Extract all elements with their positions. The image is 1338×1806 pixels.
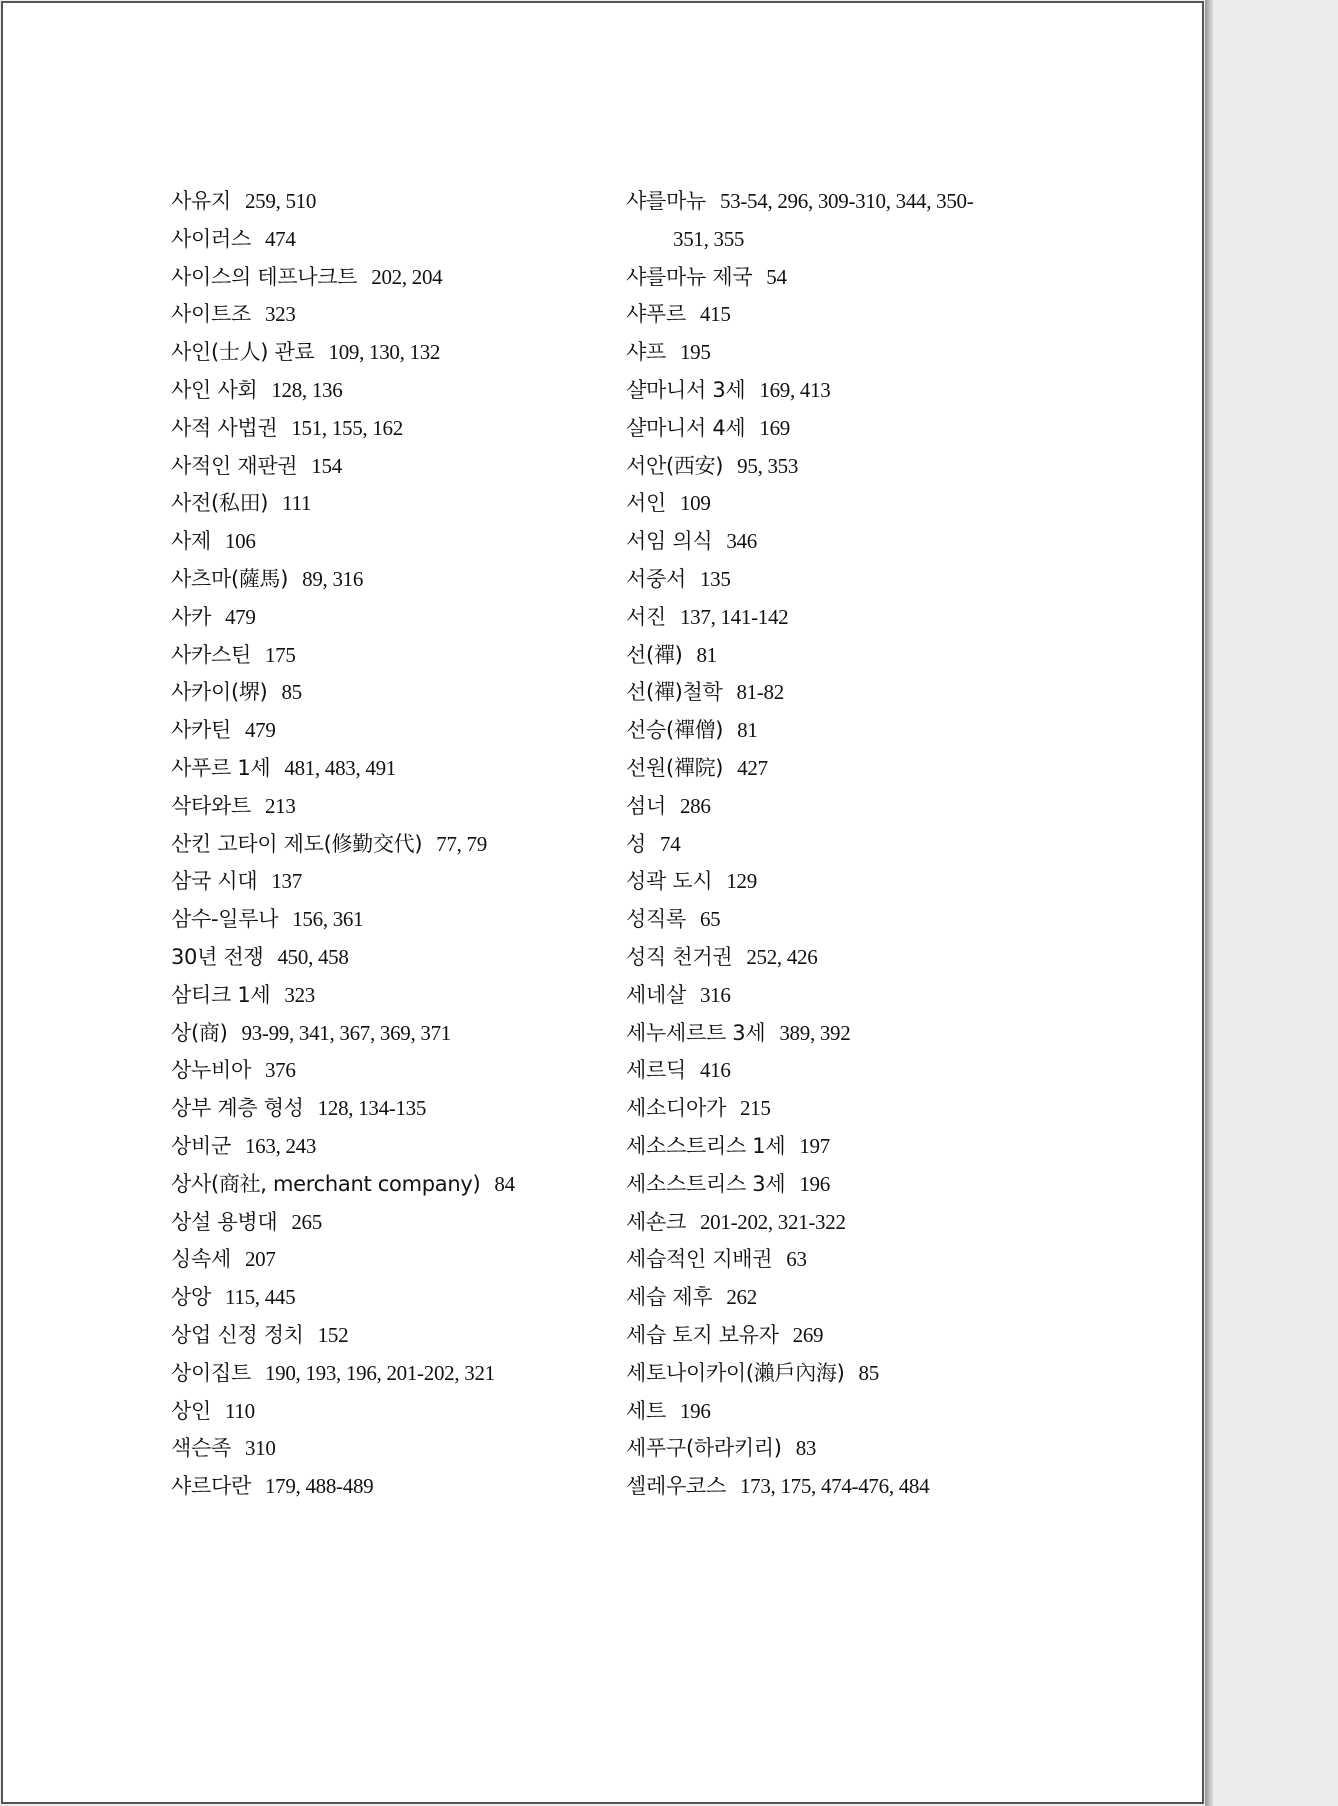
index-entry bbox=[626, 1393, 1066, 1431]
index-pages: 109, 130, 132 bbox=[328, 340, 441, 365]
index-entry bbox=[626, 561, 1066, 599]
index-entry bbox=[626, 1052, 1066, 1090]
index-term: 세소스트리스 3세 bbox=[626, 1171, 786, 1196]
index-entry bbox=[626, 523, 1066, 561]
index-pages: 265 bbox=[291, 1209, 322, 1234]
index-pages: 389, 392 bbox=[779, 1020, 851, 1045]
index-term: 서임 의식 bbox=[626, 529, 713, 554]
index-term: 30년 전쟁 bbox=[171, 944, 264, 969]
index-term: 사유지 bbox=[171, 189, 231, 213]
index-pages: 202, 204 bbox=[371, 264, 443, 289]
index-pages: 54 bbox=[766, 264, 787, 289]
index-pages: 163, 243 bbox=[244, 1133, 317, 1158]
index-entry bbox=[171, 1052, 611, 1090]
index-term: 상설 용병대 bbox=[171, 1209, 278, 1234]
index-term: 사카스틴 bbox=[171, 642, 251, 667]
index-term: 삼티크 1세 bbox=[171, 982, 271, 1007]
index-entry bbox=[171, 1468, 611, 1506]
index-term: 선(禪)철학 bbox=[626, 680, 723, 705]
index-entry bbox=[171, 1204, 611, 1242]
index-pages: 85 bbox=[858, 1360, 879, 1385]
index-entry bbox=[171, 1015, 611, 1053]
index-entry bbox=[171, 826, 611, 864]
index-pages: 173, 175, 474-476, 484 bbox=[739, 1474, 930, 1499]
index-entry bbox=[626, 410, 1066, 448]
index-entry bbox=[171, 183, 611, 221]
index-entry bbox=[626, 1317, 1066, 1355]
index-pages: 323 bbox=[264, 302, 296, 327]
index-pages: 110 bbox=[224, 1398, 255, 1423]
index-term: 사이트조 bbox=[171, 302, 251, 327]
index-pages: 286 bbox=[679, 793, 711, 818]
index-term: 선(禪) bbox=[626, 642, 683, 667]
index-term: 샤프 bbox=[626, 340, 666, 365]
index-term: 삭타와트 bbox=[171, 793, 251, 818]
index-entry bbox=[171, 1090, 611, 1128]
index-term: 상부 계층 형성 bbox=[171, 1096, 304, 1121]
index-term: 세소디아가 bbox=[626, 1096, 726, 1121]
index-pages: 65 bbox=[699, 907, 721, 932]
index-entry bbox=[626, 1355, 1066, 1393]
index-pages: 137, 141-142 bbox=[679, 604, 789, 629]
index-pages: 450, 458 bbox=[277, 944, 349, 969]
index-term: 셀레우코스 bbox=[626, 1474, 726, 1499]
index-pages: 323 bbox=[284, 982, 315, 1007]
index-pages: 427 bbox=[737, 755, 768, 780]
index-entry bbox=[626, 1241, 1066, 1279]
index-pages: 81-82 bbox=[736, 680, 784, 705]
index-entry bbox=[626, 1015, 1066, 1053]
index-pages: 474 bbox=[264, 226, 296, 251]
index-pages: 89, 316 bbox=[302, 566, 364, 591]
index-term: 사카이(堺) bbox=[171, 680, 268, 705]
index-entry bbox=[626, 674, 1066, 712]
index-term: 사인(士人) 관료 bbox=[171, 340, 315, 365]
index-term: 성직록 bbox=[626, 907, 686, 932]
index-term: 샤를마뉴 bbox=[626, 189, 706, 213]
index-pages: 135 bbox=[699, 566, 731, 591]
index-entry bbox=[171, 1279, 611, 1317]
index-term: 사제 bbox=[171, 529, 211, 554]
index-entry bbox=[626, 259, 1066, 297]
index-pages: 111 bbox=[282, 491, 312, 516]
index-term: 섬너 bbox=[626, 793, 666, 818]
index-pages: 201-202, 321-322 bbox=[699, 1209, 846, 1234]
index-pages: 479 bbox=[224, 604, 256, 629]
index-entry bbox=[171, 1355, 611, 1393]
index-term: 사카틴 bbox=[171, 718, 231, 743]
index-entry bbox=[171, 977, 611, 1015]
index-pages: 93-99, 341, 367, 369, 371 bbox=[241, 1020, 451, 1045]
index-entry bbox=[171, 750, 611, 788]
index-entry bbox=[626, 863, 1066, 901]
index-pages: 207 bbox=[244, 1247, 276, 1272]
index-term: 삼수-일루나 bbox=[171, 907, 279, 932]
index-entry bbox=[626, 712, 1066, 750]
index-term: 세습 제후 bbox=[626, 1285, 713, 1310]
index-entry bbox=[171, 1430, 611, 1468]
index-pages: 84 bbox=[494, 1171, 515, 1196]
index-pages: 179, 488-489 bbox=[264, 1474, 374, 1499]
index-entry bbox=[626, 1090, 1066, 1128]
index-entry bbox=[626, 296, 1066, 334]
index-term: 서중서 bbox=[626, 566, 686, 591]
index-entry bbox=[171, 1241, 611, 1279]
index-term: 성 bbox=[626, 831, 646, 856]
index-term: 상누비아 bbox=[171, 1058, 251, 1083]
index-term: 세습 토지 보유자 bbox=[626, 1322, 779, 1347]
index-pages: 213 bbox=[264, 793, 296, 818]
index-pages: 376 bbox=[264, 1058, 296, 1083]
index-term: 삼국 시대 bbox=[171, 869, 258, 894]
index-term: 사이러스 bbox=[171, 226, 251, 251]
index-term: 선승(禪僧) bbox=[626, 718, 724, 743]
index-term: 사츠마(薩馬) bbox=[171, 566, 289, 591]
index-pages: 169, 413 bbox=[759, 377, 831, 402]
index-term: 샬마니서 3세 bbox=[626, 377, 746, 402]
index-entry bbox=[171, 221, 611, 259]
index-pages: 196 bbox=[679, 1398, 711, 1423]
index-pages: 95, 353 bbox=[737, 453, 799, 478]
index-entry bbox=[626, 1468, 1066, 1506]
index-pages: 262 bbox=[726, 1285, 757, 1310]
index-entry bbox=[171, 863, 611, 901]
index-pages: 81 bbox=[696, 642, 717, 667]
index-term: 세숀크 bbox=[626, 1209, 686, 1234]
index-entry bbox=[626, 637, 1066, 675]
index-term: 서진 bbox=[626, 604, 666, 629]
index-pages: 351, 355 bbox=[673, 226, 745, 251]
index-entry bbox=[171, 448, 611, 486]
index-entry bbox=[171, 485, 611, 523]
index-entry bbox=[626, 750, 1066, 788]
index-pages: 106 bbox=[224, 529, 256, 554]
index-pages: 310 bbox=[244, 1436, 276, 1461]
index-term: 색슨족 bbox=[171, 1436, 231, 1461]
index-entry bbox=[626, 1128, 1066, 1166]
index-entry bbox=[171, 1166, 611, 1204]
index-pages: 259, 510 bbox=[244, 189, 317, 213]
index-entry bbox=[171, 637, 611, 675]
index-term: 사인 사회 bbox=[171, 377, 258, 402]
index-term: 성직 천거권 bbox=[626, 944, 733, 969]
index-term: 세트 bbox=[626, 1398, 666, 1423]
index-pages: 81 bbox=[737, 718, 758, 743]
index-term: 사카 bbox=[171, 604, 211, 629]
index-entry bbox=[626, 448, 1066, 486]
index-pages: 415 bbox=[699, 302, 731, 327]
index-pages: 156, 361 bbox=[292, 907, 364, 932]
index-pages: 137 bbox=[271, 869, 302, 894]
index-term: 세소스트리스 1세 bbox=[626, 1133, 786, 1158]
index-term: 상비군 bbox=[171, 1133, 231, 1158]
index-pages: 215 bbox=[739, 1096, 771, 1121]
index-pages: 63 bbox=[786, 1247, 807, 1272]
index-entry bbox=[171, 259, 611, 297]
index-term: 사푸르 1세 bbox=[171, 755, 271, 780]
index-entry bbox=[626, 788, 1066, 826]
index-term: 산킨 고타이 제도(修勤交代) bbox=[171, 831, 423, 856]
index-pages: 154 bbox=[311, 453, 342, 478]
index-entry bbox=[171, 296, 611, 334]
index-term: 상인 bbox=[171, 1398, 211, 1423]
index-term: 상이집트 bbox=[171, 1360, 251, 1385]
index-entry bbox=[626, 599, 1066, 637]
index-term: 서안(西安) bbox=[626, 453, 724, 478]
index-column-right bbox=[626, 183, 1066, 1506]
index-pages: 109 bbox=[679, 491, 711, 516]
index-entry bbox=[171, 1393, 611, 1431]
index-term: 샤푸르 bbox=[626, 302, 686, 327]
index-entry bbox=[171, 1317, 611, 1355]
index-pages: 74 bbox=[660, 831, 681, 856]
index-term: 사적 사법권 bbox=[171, 415, 278, 440]
index-entry bbox=[626, 826, 1066, 864]
index-pages: 169 bbox=[759, 415, 790, 440]
index-entry bbox=[171, 599, 611, 637]
index-pages: 175 bbox=[264, 642, 296, 667]
index-term: 상업 신정 정치 bbox=[171, 1322, 304, 1347]
index-entry bbox=[626, 1204, 1066, 1242]
index-pages: 77, 79 bbox=[436, 831, 487, 856]
index-entry bbox=[626, 1166, 1066, 1204]
index-entry bbox=[171, 561, 611, 599]
index-term: 성곽 도시 bbox=[626, 869, 713, 894]
index-term: 상앙 bbox=[171, 1285, 211, 1310]
index-entry bbox=[626, 1430, 1066, 1468]
index-entry bbox=[626, 1279, 1066, 1317]
index-entry bbox=[626, 372, 1066, 410]
index-entry bbox=[171, 674, 611, 712]
index-entry bbox=[171, 1128, 611, 1166]
index-term: 사전(私田) bbox=[171, 491, 269, 516]
index-entry bbox=[171, 523, 611, 561]
index-term: 사이스의 테프나크트 bbox=[171, 264, 358, 289]
index-term: 싱속세 bbox=[171, 1247, 231, 1272]
index-entry bbox=[626, 221, 1066, 259]
index-pages: 115, 445 bbox=[224, 1285, 296, 1310]
index-pages: 83 bbox=[795, 1436, 817, 1461]
index-term: 세푸구(하라키리) bbox=[626, 1436, 782, 1461]
index-entry bbox=[171, 939, 611, 977]
index-pages: 129 bbox=[726, 869, 757, 894]
index-term: 사적인 재판권 bbox=[171, 453, 298, 478]
index-term: 샤르다란 bbox=[171, 1474, 251, 1499]
index-pages: 128, 136 bbox=[271, 377, 343, 402]
index-entry bbox=[171, 334, 611, 372]
index-pages: 53-54, 296, 309-310, 344, 350- bbox=[719, 189, 974, 213]
index-term: 세누세르트 3세 bbox=[626, 1020, 766, 1045]
index-pages: 252, 426 bbox=[746, 944, 818, 969]
index-term: 샤를마뉴 제국 bbox=[626, 264, 753, 289]
index-pages: 85 bbox=[281, 680, 302, 705]
index-entry bbox=[171, 712, 611, 750]
index-term: 세르딕 bbox=[626, 1058, 686, 1083]
index-pages: 195 bbox=[679, 340, 711, 365]
index-column-left bbox=[171, 183, 611, 1506]
index-term: 서인 bbox=[626, 491, 666, 516]
index-entry bbox=[171, 372, 611, 410]
index-entry bbox=[626, 334, 1066, 372]
index-pages: 346 bbox=[726, 529, 757, 554]
index-pages: 128, 134-135 bbox=[317, 1096, 427, 1121]
index-term: 세토나이카이(瀨戶內海) bbox=[626, 1360, 845, 1385]
index-pages: 151, 155, 162 bbox=[291, 415, 403, 440]
index-pages: 197 bbox=[799, 1133, 830, 1158]
index-entry bbox=[626, 977, 1066, 1015]
index-pages: 269 bbox=[792, 1322, 824, 1347]
index-term: 샬마니서 4세 bbox=[626, 415, 746, 440]
index-entry bbox=[626, 901, 1066, 939]
index-term: 세네살 bbox=[626, 982, 686, 1007]
index-pages: 196 bbox=[799, 1171, 830, 1196]
index-page bbox=[1, 1, 1204, 1804]
index-term: 선원(禪院) bbox=[626, 755, 724, 780]
index-pages: 190, 193, 196, 201-202, 321 bbox=[264, 1360, 495, 1385]
index-pages: 152 bbox=[317, 1322, 349, 1347]
index-entry bbox=[171, 410, 611, 448]
index-term: 세습적인 지배권 bbox=[626, 1247, 773, 1272]
index-entry bbox=[626, 183, 1066, 221]
page-edge-shadow bbox=[1205, 0, 1213, 1806]
index-pages: 481, 483, 491 bbox=[284, 755, 396, 780]
index-entry bbox=[171, 901, 611, 939]
index-entry bbox=[626, 939, 1066, 977]
index-entry bbox=[626, 485, 1066, 523]
index-term: 상(商) bbox=[171, 1020, 228, 1045]
index-term: 상사(商社, merchant company) bbox=[171, 1171, 481, 1196]
index-pages: 479 bbox=[244, 718, 276, 743]
index-pages: 316 bbox=[699, 982, 731, 1007]
index-pages: 416 bbox=[699, 1058, 731, 1083]
index-entry bbox=[171, 788, 611, 826]
